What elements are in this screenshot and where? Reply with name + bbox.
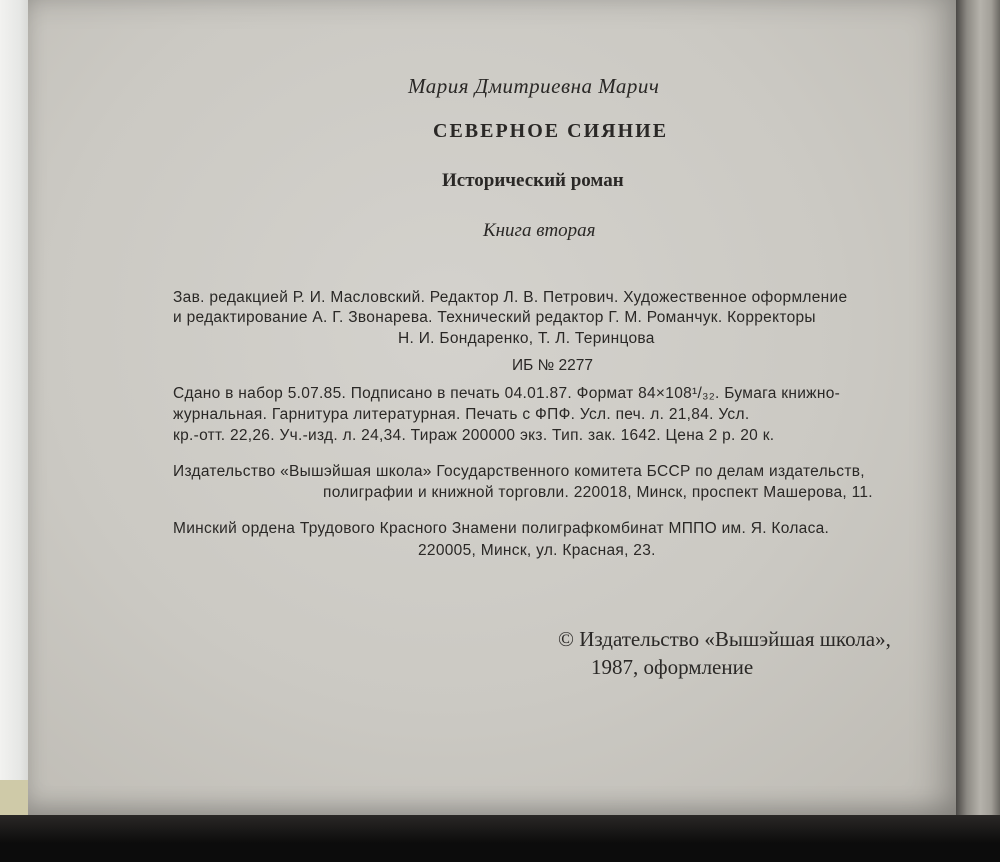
credits-line-3: Н. И. Бондаренко, Т. Л. Теринцова [398,330,655,347]
book-genre: Исторический роман [442,170,624,191]
publisher-line-1: Издательство «Вышэйшая школа» Государственного комитета БССР по делам издательств, [173,463,865,480]
left-page-corner [0,780,30,820]
publisher-line-2: полиграфии и книжной торговли. 220018, Минск, проспект Машерова, 11. [323,484,873,501]
printer-line-1: Минский ордена Трудового Красного Знамени полиграфкомбинат МППО им. Я. Коласа. [173,520,830,537]
print-info-line-3: кр.-отт. 22,26. Уч.-изд. л. 24,34. Тираж 200000 экз. Тип. зак. 1642. Цена 2 р. 20 к. [173,427,775,444]
book-volume: Книга вторая [483,220,596,241]
author-name: Мария Дмитриевна Марич [408,74,660,98]
left-page-edge [0,0,28,800]
bottom-shadow [0,815,1000,862]
print-info-line-2: журнальная. Гарнитура литературная. Печать с ФПФ. Усл. печ. л. 21,84. Усл. [173,406,750,423]
book-title: СЕВЕРНОЕ СИЯНИЕ [433,120,669,142]
book-gutter [956,0,1000,862]
printer-line-2: 220005, Минск, ул. Красная, 23. [418,542,656,559]
credits-line-2: и редактирование А. Г. Звонарева. Технический редактор Г. М. Романчук. Корректоры [173,309,816,326]
ib-number: ИБ № 2277 [512,357,594,374]
copyright-line-2: 1987, оформление [591,655,754,679]
book-page [28,0,956,815]
copyright-line-1: © Издательство «Вышэйшая школа», [558,627,891,651]
print-info-line-1: Сдано в набор 5.07.85. Подписано в печать 04.01.87. Формат 84×108¹/₃₂. Бумага книжно- [173,385,841,402]
credits-line-1: Зав. редакцией Р. И. Масловский. Редактор Л. В. Петрович. Художественное оформление [173,289,848,306]
